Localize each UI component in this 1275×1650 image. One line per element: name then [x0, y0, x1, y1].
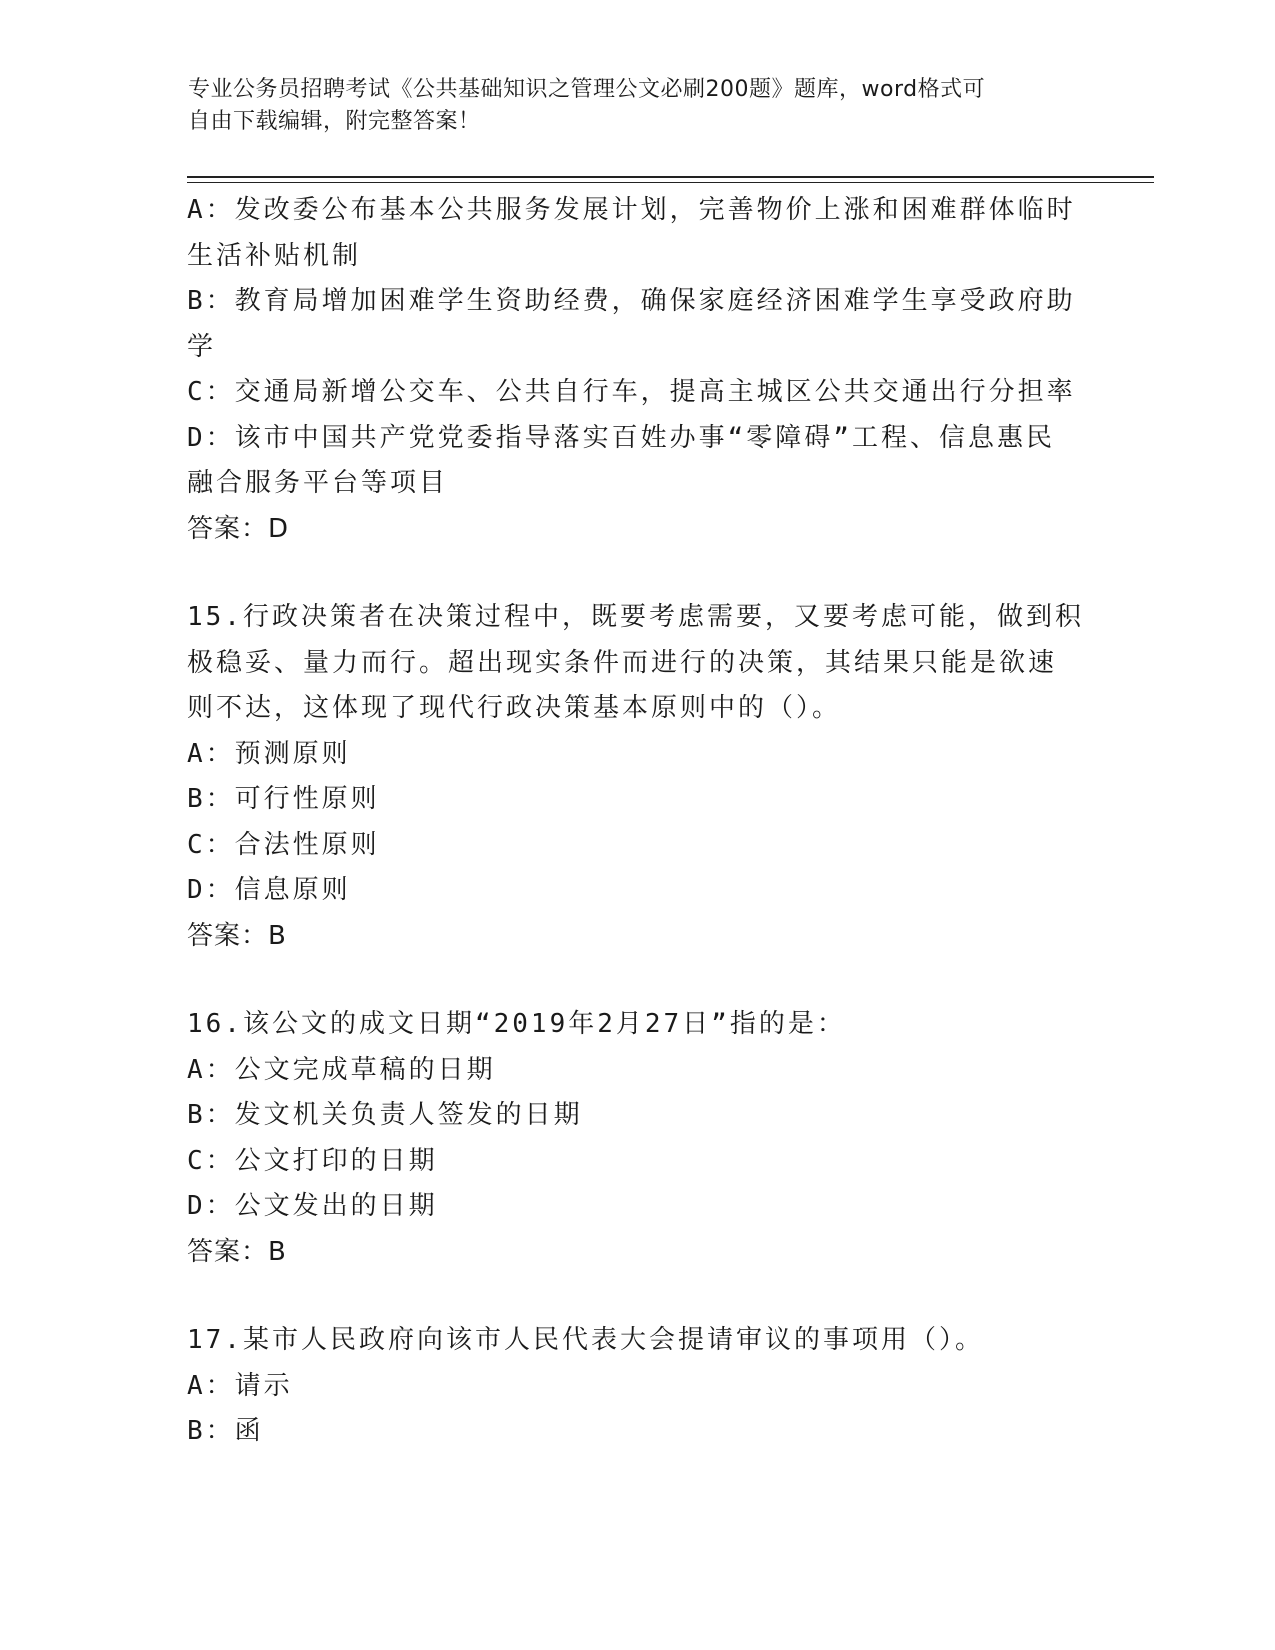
spacer — [187, 552, 1067, 595]
option-d-line-1: D：该市中国共产党党委指导落实百姓办事“零障碍”工程、信息惠民 — [187, 422, 1055, 453]
question-stem-line-1: 17.某市人民政府向该市人民代表大会提请审议的事项用（）。 — [187, 1325, 984, 1355]
option-b: B：可行性原则 — [187, 784, 380, 814]
header-divider-thick — [187, 176, 1154, 178]
option-d: D：公文发出的日期 — [187, 1191, 438, 1221]
question-14-block — [187, 188, 1076, 552]
document-header — [188, 74, 1068, 138]
answer-line: 答案：D — [187, 513, 290, 544]
question-15-block — [187, 595, 1084, 959]
option-b-line-2: 学 — [187, 331, 217, 362]
answer-line: 答案：B — [187, 1236, 287, 1267]
option-a-line-1: A：发改委公布基本公共服务发展计划，完善物价上涨和困难群体临时 — [187, 195, 1076, 225]
option-b: B：函 — [187, 1416, 264, 1446]
question-stem-line-1: 16.该公文的成文日期“2019年2月27日”指的是： — [187, 1009, 846, 1039]
header-divider-thin — [187, 182, 1154, 183]
question-list — [187, 188, 1084, 1455]
option-b-line-1: B：教育局增加困难学生资助经费，确保家庭经济困难学生享受政府助 — [187, 286, 1076, 316]
option-c: C：交通局新增公交车、公共自行车，提高主城区公共交通出行分担率 — [187, 377, 1076, 407]
option-d: D：信息原则 — [187, 875, 351, 905]
option-d-line-2: 融合服务平台等项目 — [187, 468, 449, 498]
spacer — [187, 1275, 1067, 1318]
question-17-block — [187, 1318, 1067, 1455]
question-stem-line-2: 极稳妥、量力而行。超出现实条件而进行的决策，其结果只能是欲速 — [187, 647, 1058, 678]
option-c: C：合法性原则 — [187, 829, 380, 860]
option-b: B：发文机关负责人签发的日期 — [187, 1100, 583, 1130]
option-c: C：公文打印的日期 — [187, 1145, 438, 1176]
answer-line: 答案：B — [187, 920, 287, 951]
option-a: A：公文完成草稿的日期 — [187, 1054, 496, 1085]
header-line-2: 自由下载编辑，附完整答案！ — [188, 109, 481, 134]
question-stem-line-1: 15.行政决策者在决策过程中，既要考虑需要，又要考虑可能，做到积 — [187, 602, 1084, 632]
question-16-block — [187, 1002, 1067, 1275]
option-a: A：预测原则 — [187, 738, 351, 769]
spacer — [187, 959, 1067, 1002]
option-a: A：请示 — [187, 1370, 293, 1401]
header-line-1: 专业公务员招聘考试《公共基础知识之管理公文必刷200题》题库，word格式可 — [188, 77, 986, 102]
option-a-line-2: 生活补贴机制 — [187, 240, 362, 271]
question-stem-line-3: 则不达，这体现了现代行政决策基本原则中的（）。 — [187, 693, 842, 723]
